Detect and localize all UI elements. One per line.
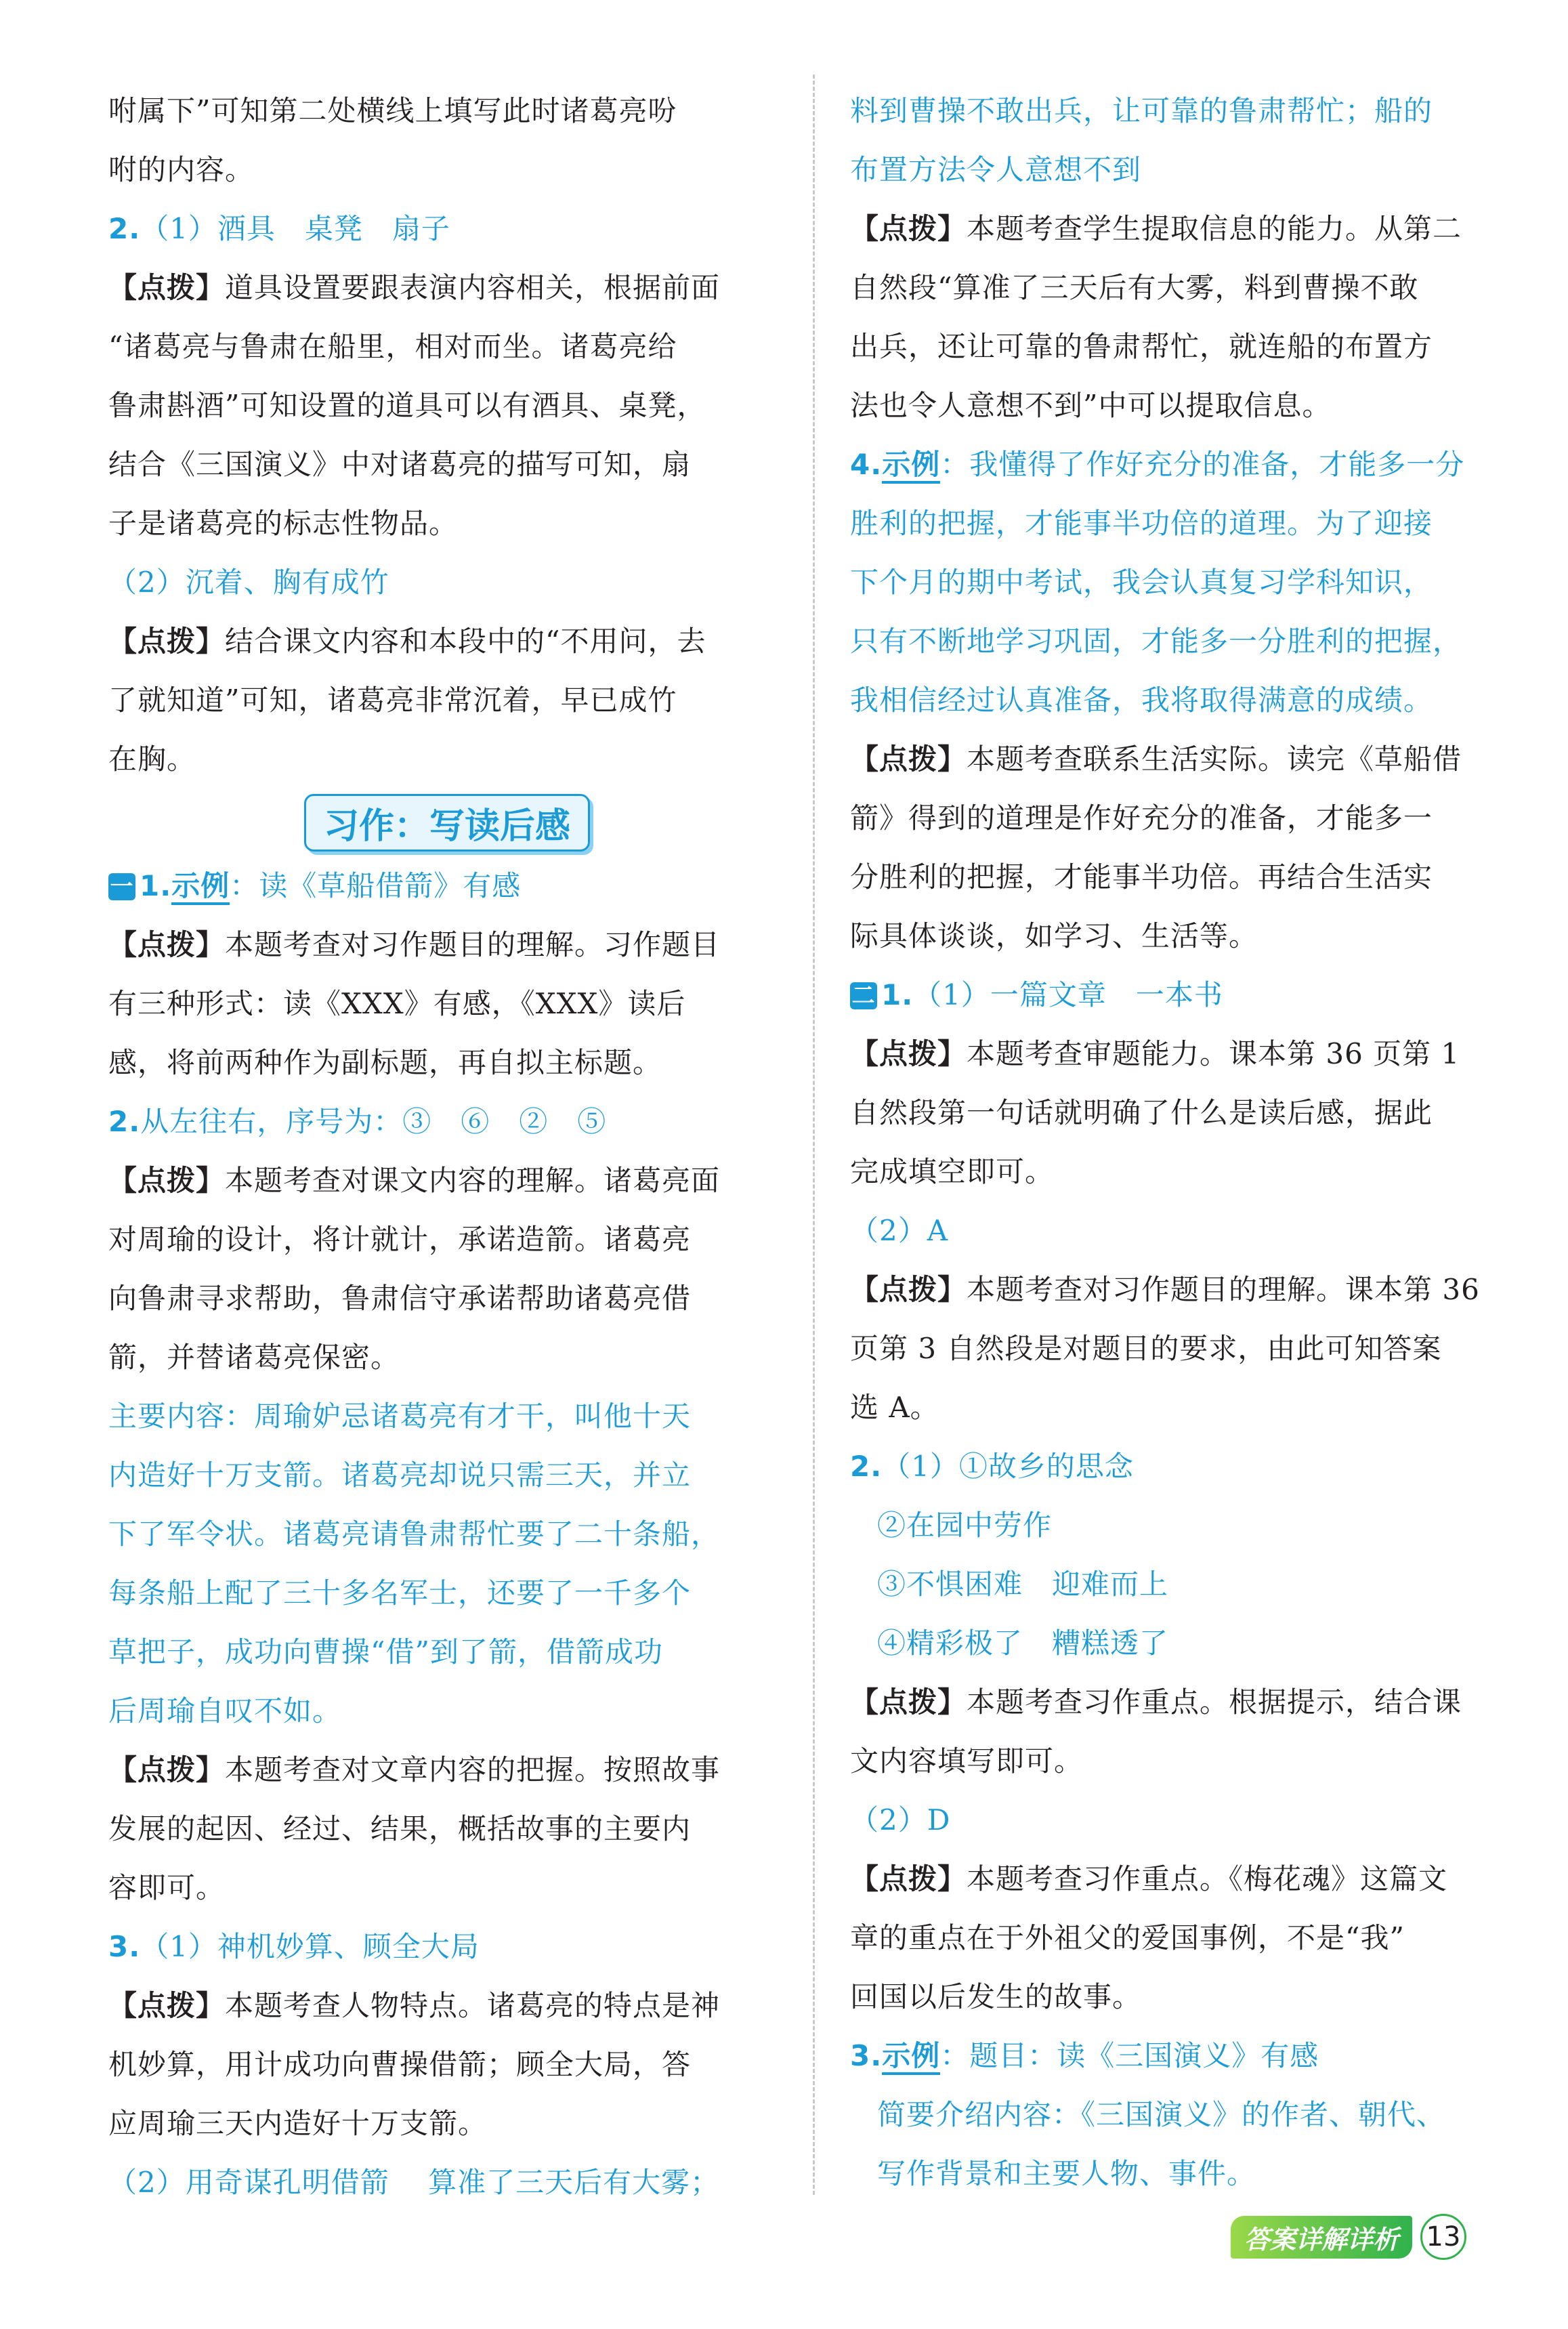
- text-line: 主要内容：周瑜妒忌诸葛亮有才干，叫他十天: [108, 1400, 692, 1433]
- hint-label: 【点拨】: [108, 1989, 226, 2022]
- text-line: [108, 612, 786, 671]
- text-line: 每条船上配了三十多名军士，还要了一千多个: [108, 1576, 692, 1610]
- text-line: [850, 2026, 1527, 2085]
- text-line: 下了军令状。诸葛亮请鲁肃帮忙要了二十条船，: [108, 1517, 721, 1551]
- question-number: 3.: [108, 1930, 141, 1963]
- answer-text: （1）酒具 桌凳 扇子: [140, 212, 450, 245]
- hint-text: 本题考查对课文内容的理解。诸葛亮面: [225, 1164, 721, 1197]
- section-banner: 习作：写读后感: [304, 794, 590, 852]
- text-line: [108, 856, 786, 915]
- text-line: 我相信经过认真准备，我将取得满意的成绩。: [850, 684, 1433, 717]
- text-line: [850, 1024, 1527, 1083]
- example-tag: 示例: [171, 869, 230, 905]
- text-line: 向鲁肃寻求帮助，鲁肃信守承诺帮助诸葛亮借: [108, 1282, 692, 1315]
- text-line: 草把子，成功向曹操“借”到了箭，借箭成功: [108, 1635, 663, 1669]
- hint-label: 【点拨】: [108, 271, 226, 304]
- text-line: 机妙算，用计成功向曹操借箭；顾全大局，答: [108, 2048, 692, 2081]
- text-line: [108, 1976, 786, 2035]
- question-number: 3.: [850, 2039, 883, 2072]
- text-line: [850, 435, 1527, 494]
- text-line: 有三种形式：读《XXX》有感，《XXX》读后: [108, 987, 686, 1020]
- section-mark: 一: [108, 873, 135, 900]
- text-line: [108, 1151, 786, 1210]
- text-line: [108, 1917, 786, 1976]
- text-line: 咐的内容。: [108, 153, 255, 186]
- hint-text: 本题考查人物特点。诸葛亮的特点是神: [225, 1989, 721, 2022]
- text-line: 鲁肃斟酒”可知设置的道具可以有酒具、桌凳，: [108, 389, 706, 422]
- text-line: 文内容填写即可。: [850, 1744, 1084, 1778]
- text-line: （2）D: [850, 1803, 951, 1837]
- text-line: [850, 199, 1527, 258]
- left-column: [108, 81, 786, 2212]
- text-line: 箭，并替诸葛亮保密。: [108, 1341, 400, 1374]
- text-line: （2）用奇谋孔明借箭 算准了三天后有大雾；: [108, 2166, 720, 2199]
- text-line: 应周瑜三天内造好十万支箭。: [108, 2107, 488, 2140]
- hint-label: 【点拨】: [850, 1685, 967, 1719]
- text-line: 法也令人意想不到”中可以提取信息。: [850, 389, 1332, 422]
- text-line: [850, 1673, 1527, 1732]
- answer-text: ：读《草船借箭》有感: [230, 869, 522, 902]
- text-line: 子是诸葛亮的标志性物品。: [108, 507, 459, 540]
- text-line: 咐属下”可知第二处横线上填写此时诸葛亮吩: [108, 94, 677, 127]
- answer-text: （1）神机妙算、顾全大局: [140, 1930, 480, 1963]
- text-line: 章的重点在于外祖父的爱国事例，不是“我”: [850, 1921, 1405, 1954]
- text-line: 下个月的期中考试，我会认真复习学科知识，: [850, 566, 1433, 599]
- text-line: 内造好十万支箭。诸葛亮却说只需三天，并立: [108, 1459, 692, 1492]
- text-line: [850, 965, 1527, 1024]
- text-line: （2）A: [850, 1214, 949, 1247]
- hint-label: 【点拨】: [850, 1037, 967, 1070]
- hint-text: 道具设置要跟表演内容相关，根据前面: [225, 271, 721, 304]
- question-number: 2.: [850, 1450, 883, 1483]
- answer-text: ：题目：读《三国演义》有感: [940, 2039, 1319, 2072]
- text-line: 后周瑜自叹不如。: [108, 1694, 342, 1727]
- text-line: 自然段第一句话就明确了什么是读后感，据此: [850, 1096, 1433, 1129]
- text-line: 对周瑜的设计，将计就计，承诺造箭。诸葛亮: [108, 1223, 692, 1256]
- text-line: 发展的起因、经过、结果，概括故事的主要内: [108, 1812, 692, 1845]
- text-line: [850, 1849, 1527, 1908]
- text-line: ④精彩极了 糟糕透了: [877, 1627, 1169, 1660]
- hint-label: 【点拨】: [108, 1753, 226, 1786]
- question-number: 2.: [108, 212, 141, 245]
- text-line: 出兵，还让可靠的鲁肃帮忙，就连船的布置方: [850, 330, 1433, 363]
- hint-text: 本题考查联系生活实际。读完《草船借: [967, 742, 1462, 776]
- page-footer: [1231, 2214, 1466, 2260]
- text-line: 胜利的把握，才能事半功倍的道理。为了迎接: [850, 507, 1433, 540]
- question-number: 1.: [140, 869, 172, 902]
- text-line: 只有不断地学习巩固，才能多一分胜利的把握，: [850, 625, 1462, 658]
- text-line: 回国以后发生的故事。: [850, 1980, 1142, 2013]
- hint-label: 【点拨】: [108, 928, 226, 961]
- column-divider: [813, 75, 815, 2195]
- text-line: 箭》得到的道理是作好充分的准备，才能多一: [850, 801, 1433, 835]
- hint-label: 【点拨】: [108, 625, 226, 658]
- text-line: 写作背景和主要人物、事件。: [877, 2157, 1256, 2190]
- text-line: 页第 3 自然段是对题目的要求，由此可知答案: [850, 1332, 1442, 1365]
- text-line: ③不惧困难 迎难而上: [877, 1568, 1169, 1601]
- text-line: 料到曹操不敢出兵，让可靠的鲁肃帮忙；船的: [850, 94, 1433, 127]
- text-line: [850, 730, 1527, 789]
- text-line: 简要介绍内容：《三国演义》的作者、朝代、: [877, 2098, 1446, 2131]
- text-line: 自然段“算准了三天后有大雾，料到曹操不敢: [850, 271, 1419, 304]
- hint-text: 本题考查习作重点。根据提示，结合课: [967, 1685, 1462, 1719]
- text-line: 结合《三国演义》中对诸葛亮的描写可知，扇: [108, 448, 692, 481]
- question-number: 2.: [108, 1105, 141, 1138]
- hint-text: 结合课文内容和本段中的“不用问，去: [225, 625, 706, 658]
- answer-text: 从左往右，序号为：③ ⑥ ② ⑤: [140, 1105, 607, 1138]
- text-line: [850, 1437, 1527, 1496]
- right-column: [850, 81, 1527, 2203]
- hint-label: 【点拨】: [850, 1273, 967, 1306]
- text-line: [108, 199, 786, 258]
- hint-text: 本题考查审题能力。课本第 36 页第 1: [967, 1037, 1460, 1070]
- footer-label: 答案详解详析: [1231, 2216, 1412, 2259]
- text-line: [108, 915, 786, 974]
- hint-label: 【点拨】: [850, 1862, 967, 1895]
- section-banner-row: [108, 789, 786, 856]
- question-number: 1.: [881, 978, 914, 1011]
- hint-label: 【点拨】: [850, 742, 967, 776]
- text-line: [108, 258, 786, 317]
- answer-text: （1）一篇文章 一本书: [913, 978, 1223, 1011]
- text-line: 在胸。: [108, 742, 196, 776]
- question-number: 4.: [850, 448, 883, 481]
- text-line: 分胜利的把握，才能事半功倍。再结合生活实: [850, 860, 1433, 894]
- hint-text: 本题考查对习作题目的理解。习作题目: [225, 928, 721, 961]
- page-number: 13: [1420, 2214, 1466, 2260]
- text-line: 了就知道”可知，诸葛亮非常沉着，早已成竹: [108, 684, 677, 717]
- text-line: （2）沉着、胸有成竹: [108, 566, 389, 599]
- hint-text: 本题考查对文章内容的把握。按照故事: [225, 1753, 721, 1786]
- text-line: “诸葛亮与鲁肃在船里，相对而坐。诸葛亮给: [108, 330, 677, 363]
- example-tag: 示例: [882, 2039, 940, 2075]
- text-line: ②在园中劳作: [877, 1509, 1053, 1542]
- hint-text: 本题考查对习作题目的理解。课本第 36: [967, 1273, 1480, 1306]
- text-line: 完成填空即可。: [850, 1155, 1055, 1188]
- text-line: 际具体谈谈，如学习、生活等。: [850, 919, 1258, 952]
- text-line: [108, 1740, 786, 1799]
- section-mark: 二: [850, 982, 877, 1009]
- hint-label: 【点拨】: [108, 1164, 226, 1197]
- text-line: [850, 1260, 1527, 1319]
- text-line: 布置方法令人意想不到: [850, 153, 1142, 186]
- answer-text: （1）①故乡的思念: [882, 1450, 1134, 1483]
- hint-label: 【点拨】: [850, 212, 967, 245]
- text-line: 容即可。: [108, 1871, 226, 1904]
- answer-text: ：我懂得了作好充分的准备，才能多一分: [940, 448, 1465, 481]
- hint-text: 本题考查学生提取信息的能力。从第二: [967, 212, 1462, 245]
- hint-text: 本题考查习作重点。《梅花魂》这篇文: [967, 1862, 1448, 1895]
- text-line: [108, 1092, 786, 1151]
- text-line: 选 A。: [850, 1391, 939, 1424]
- example-tag: 示例: [882, 448, 940, 484]
- text-line: 感，将前两种作为副标题，再自拟主标题。: [108, 1046, 662, 1079]
